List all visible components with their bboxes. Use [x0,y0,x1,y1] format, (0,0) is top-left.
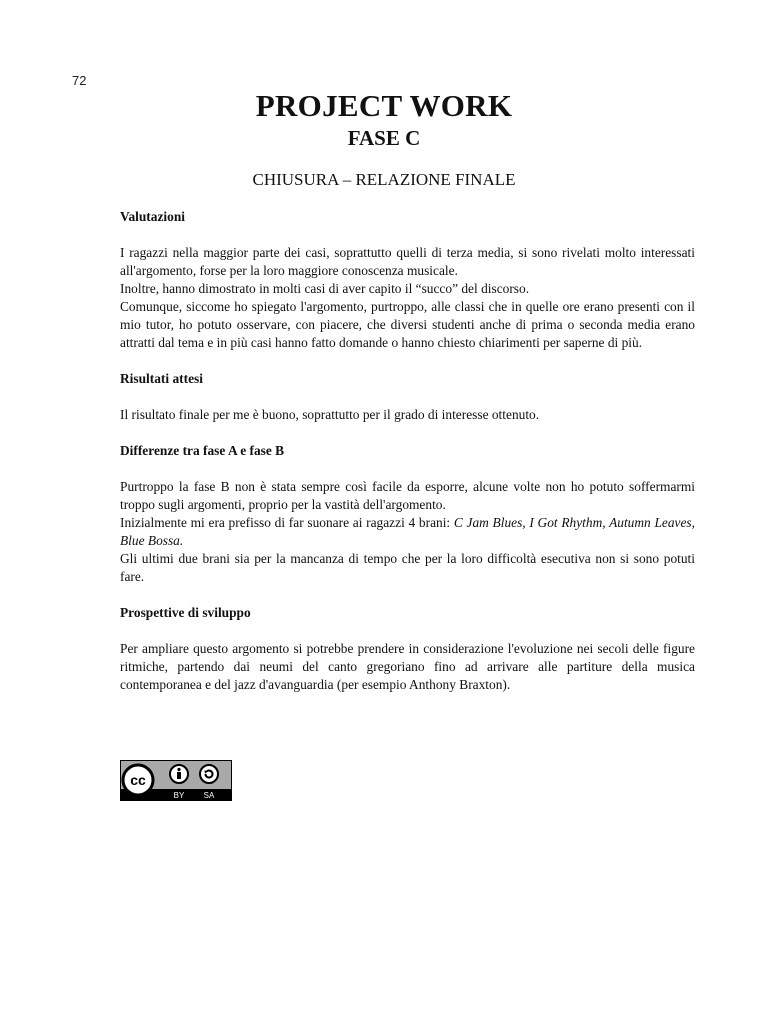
differenze-paragraph-2-text: Inizialmente mi era prefisso di far suonare ai ragazzi 4 brani: [120,515,454,530]
valutazioni-paragraph-3: Comunque, siccome ho spiegato l'argomento, purtroppo, alle classi che in quelle ore erano presenti con il mio tutor, ho potuto osservare, con piacere, che diversi studenti anche di prima o seconda media erano attratti dal tema e in più casi hanno fatto domande o hanno chiesto chiarimenti per saperne di più. [120,299,695,350]
heading-prospettive: Prospettive di sviluppo [120,605,251,620]
song-titles: C Jam Blues, I Got Rhythm, Autumn Leaves, Blue Bossa. [120,515,695,548]
by-label: BY [173,791,185,800]
page-subtitle: FASE C [347,126,421,150]
heading-differenze: Differenze tra fase A e fase B [120,443,285,458]
page-title: PROJECT WORK [255,88,513,123]
valutazioni-paragraph-2: Inoltre, hanno dimostrato in molti casi di aver capito il “succo” del discorso. [120,281,530,296]
cc-label: cc [130,772,146,788]
differenze-paragraph-1: Purtroppo la fase B non è stata sempre così facile da esporre, alcune volte non ho potuto soffermarmi troppo sugli argomenti, proprio per la vastità dell'argomento. [120,479,695,512]
heading-valutazioni: Valutazioni [120,209,185,224]
document-body [120,208,695,694]
heading-risultati-attesi: Risultati attesi [120,371,203,386]
cc-by-sa-icon [120,760,232,801]
differenze-paragraph-3: Gli ultimi due brani sia per la mancanza di tempo che per la loro difficoltà esecutiva non si sono potuti fare. [120,551,695,584]
differenze-paragraph-2 [120,514,695,550]
sa-share-alike-icon [200,765,218,783]
risultati-paragraph: Il risultato finale per me è buono, soprattutto per il grado di interesse ottenuto. [120,407,540,422]
page-number: 72 [72,73,87,88]
valutazioni-paragraph-1: I ragazzi nella maggior parte dei casi, soprattutto quelli di terza media, si sono rivelati molto interessati all'argomento, forse per la loro maggiore conoscenza musicale. [120,245,695,278]
section-title: CHIUSURA – RELAZIONE FINALE [252,170,516,189]
prospettive-paragraph: Per ampliare questo argomento si potrebbe prendere in considerazione l'evoluzione nei secoli delle figure ritmiche, partendo dai neumi del canto gregoriano fino ad arrivare alle partiture della musica contemporanea e del jazz d'avanguardia (per esempio Anthony Braxton). [120,641,695,692]
sa-label: SA [203,791,215,800]
